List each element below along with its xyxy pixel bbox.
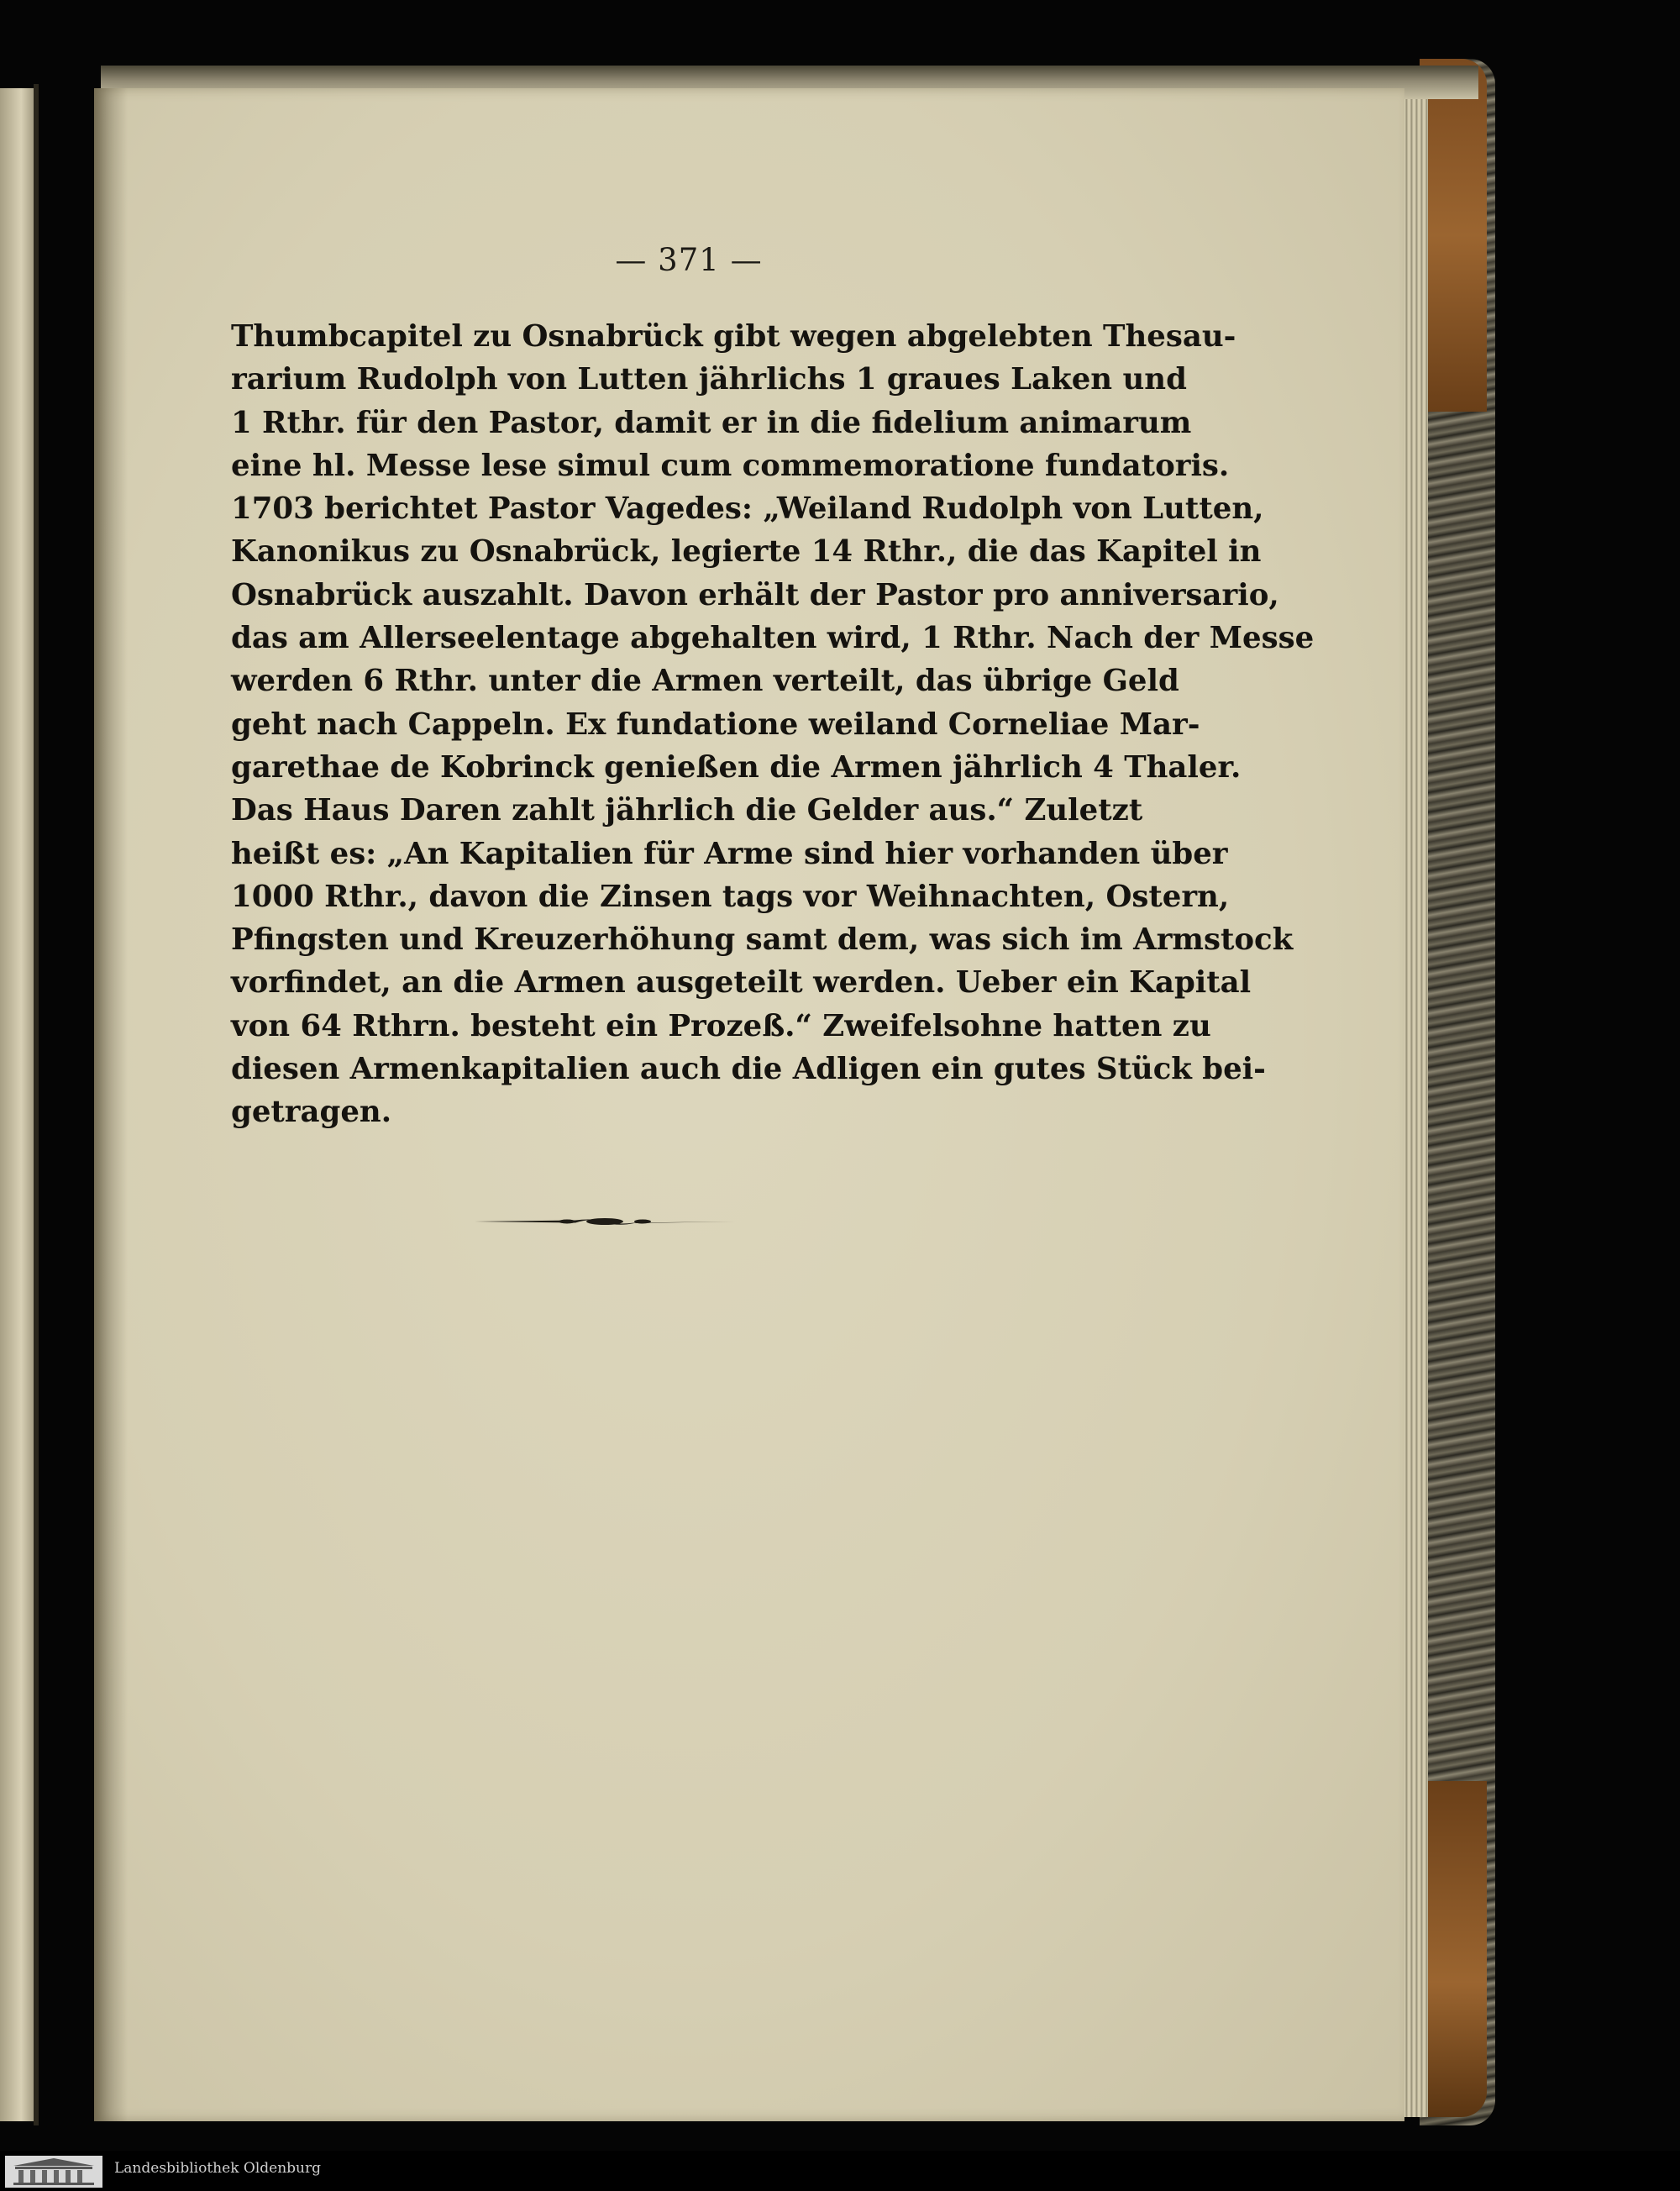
text-line: Osnabrück auszahlt. Davon erhält der Pastor pro anniversario, [231, 577, 1279, 612]
text-line: diesen Armenkapitalien auch die Adligen ein gutes Stück bei- [231, 1052, 1266, 1087]
left-page-edge [0, 88, 35, 2121]
page-number: — 371 — [615, 242, 763, 278]
text-line: vorfindet, an die Armen ausgeteilt werden. Ueber ein Kapital [231, 965, 1252, 1001]
text-line: das am Allerseelentage abgehalten wird, 1 Rthr. Nach der Messe [231, 621, 1315, 656]
page-gutter-shadow [94, 88, 128, 2121]
text-line: heißt es: „An Kapitalien für Arme sind hier vorhanden über [231, 836, 1228, 871]
library-name: Landesbibliothek Oldenburg [114, 2160, 322, 2177]
text-line: getragen. [231, 1095, 392, 1130]
page-body-text [231, 315, 1315, 1134]
text-line: werden 6 Rthr. unter die Armen verteilt, das übrige Geld [231, 664, 1179, 699]
text-line: geht nach Cappeln. Ex fundatione weiland Corneliae Mar- [231, 707, 1200, 742]
section-ornament-divider [475, 1216, 735, 1227]
text-line: Das Haus Daren zahlt jährlich die Gelder aus.“ Zuletzt [231, 793, 1143, 828]
text-line: Thumbcapitel zu Osnabrück gibt wegen abgelebten Thesau- [231, 319, 1236, 354]
text-line: rarium Rudolph von Lutten jährlichs 1 graues Laken und [231, 362, 1187, 397]
binding-gutter [34, 84, 39, 2125]
text-line: 1 Rthr. für den Pastor, damit er in die fidelium animarum [231, 405, 1192, 440]
library-building-icon [5, 2156, 102, 2188]
text-line: garethae de Kobrinck genießen die Armen jährlich 4 Thaler. [231, 749, 1242, 785]
text-line: Pfingsten und Kreuzerhöhung samt dem, was sich im Armstock [231, 922, 1294, 958]
text-line: Kanonikus zu Osnabrück, legierte 14 Rthr., die das Kapitel in [231, 534, 1262, 570]
text-line: 1703 berichtet Pastor Vagedes: „Weiland Rudolph von Lutten, [231, 491, 1264, 527]
text-line: von 64 Rthrn. besteht ein Prozeß.“ Zweifelsohne hatten zu [231, 1008, 1211, 1043]
text-line: 1000 Rthr., davon die Zinsen tags vor Weihnachten, Ostern, [231, 879, 1230, 914]
cover-leather-top [1420, 59, 1487, 412]
text-line: eine hl. Messe lese simul cum commemoratione fundatoris. [231, 448, 1230, 483]
